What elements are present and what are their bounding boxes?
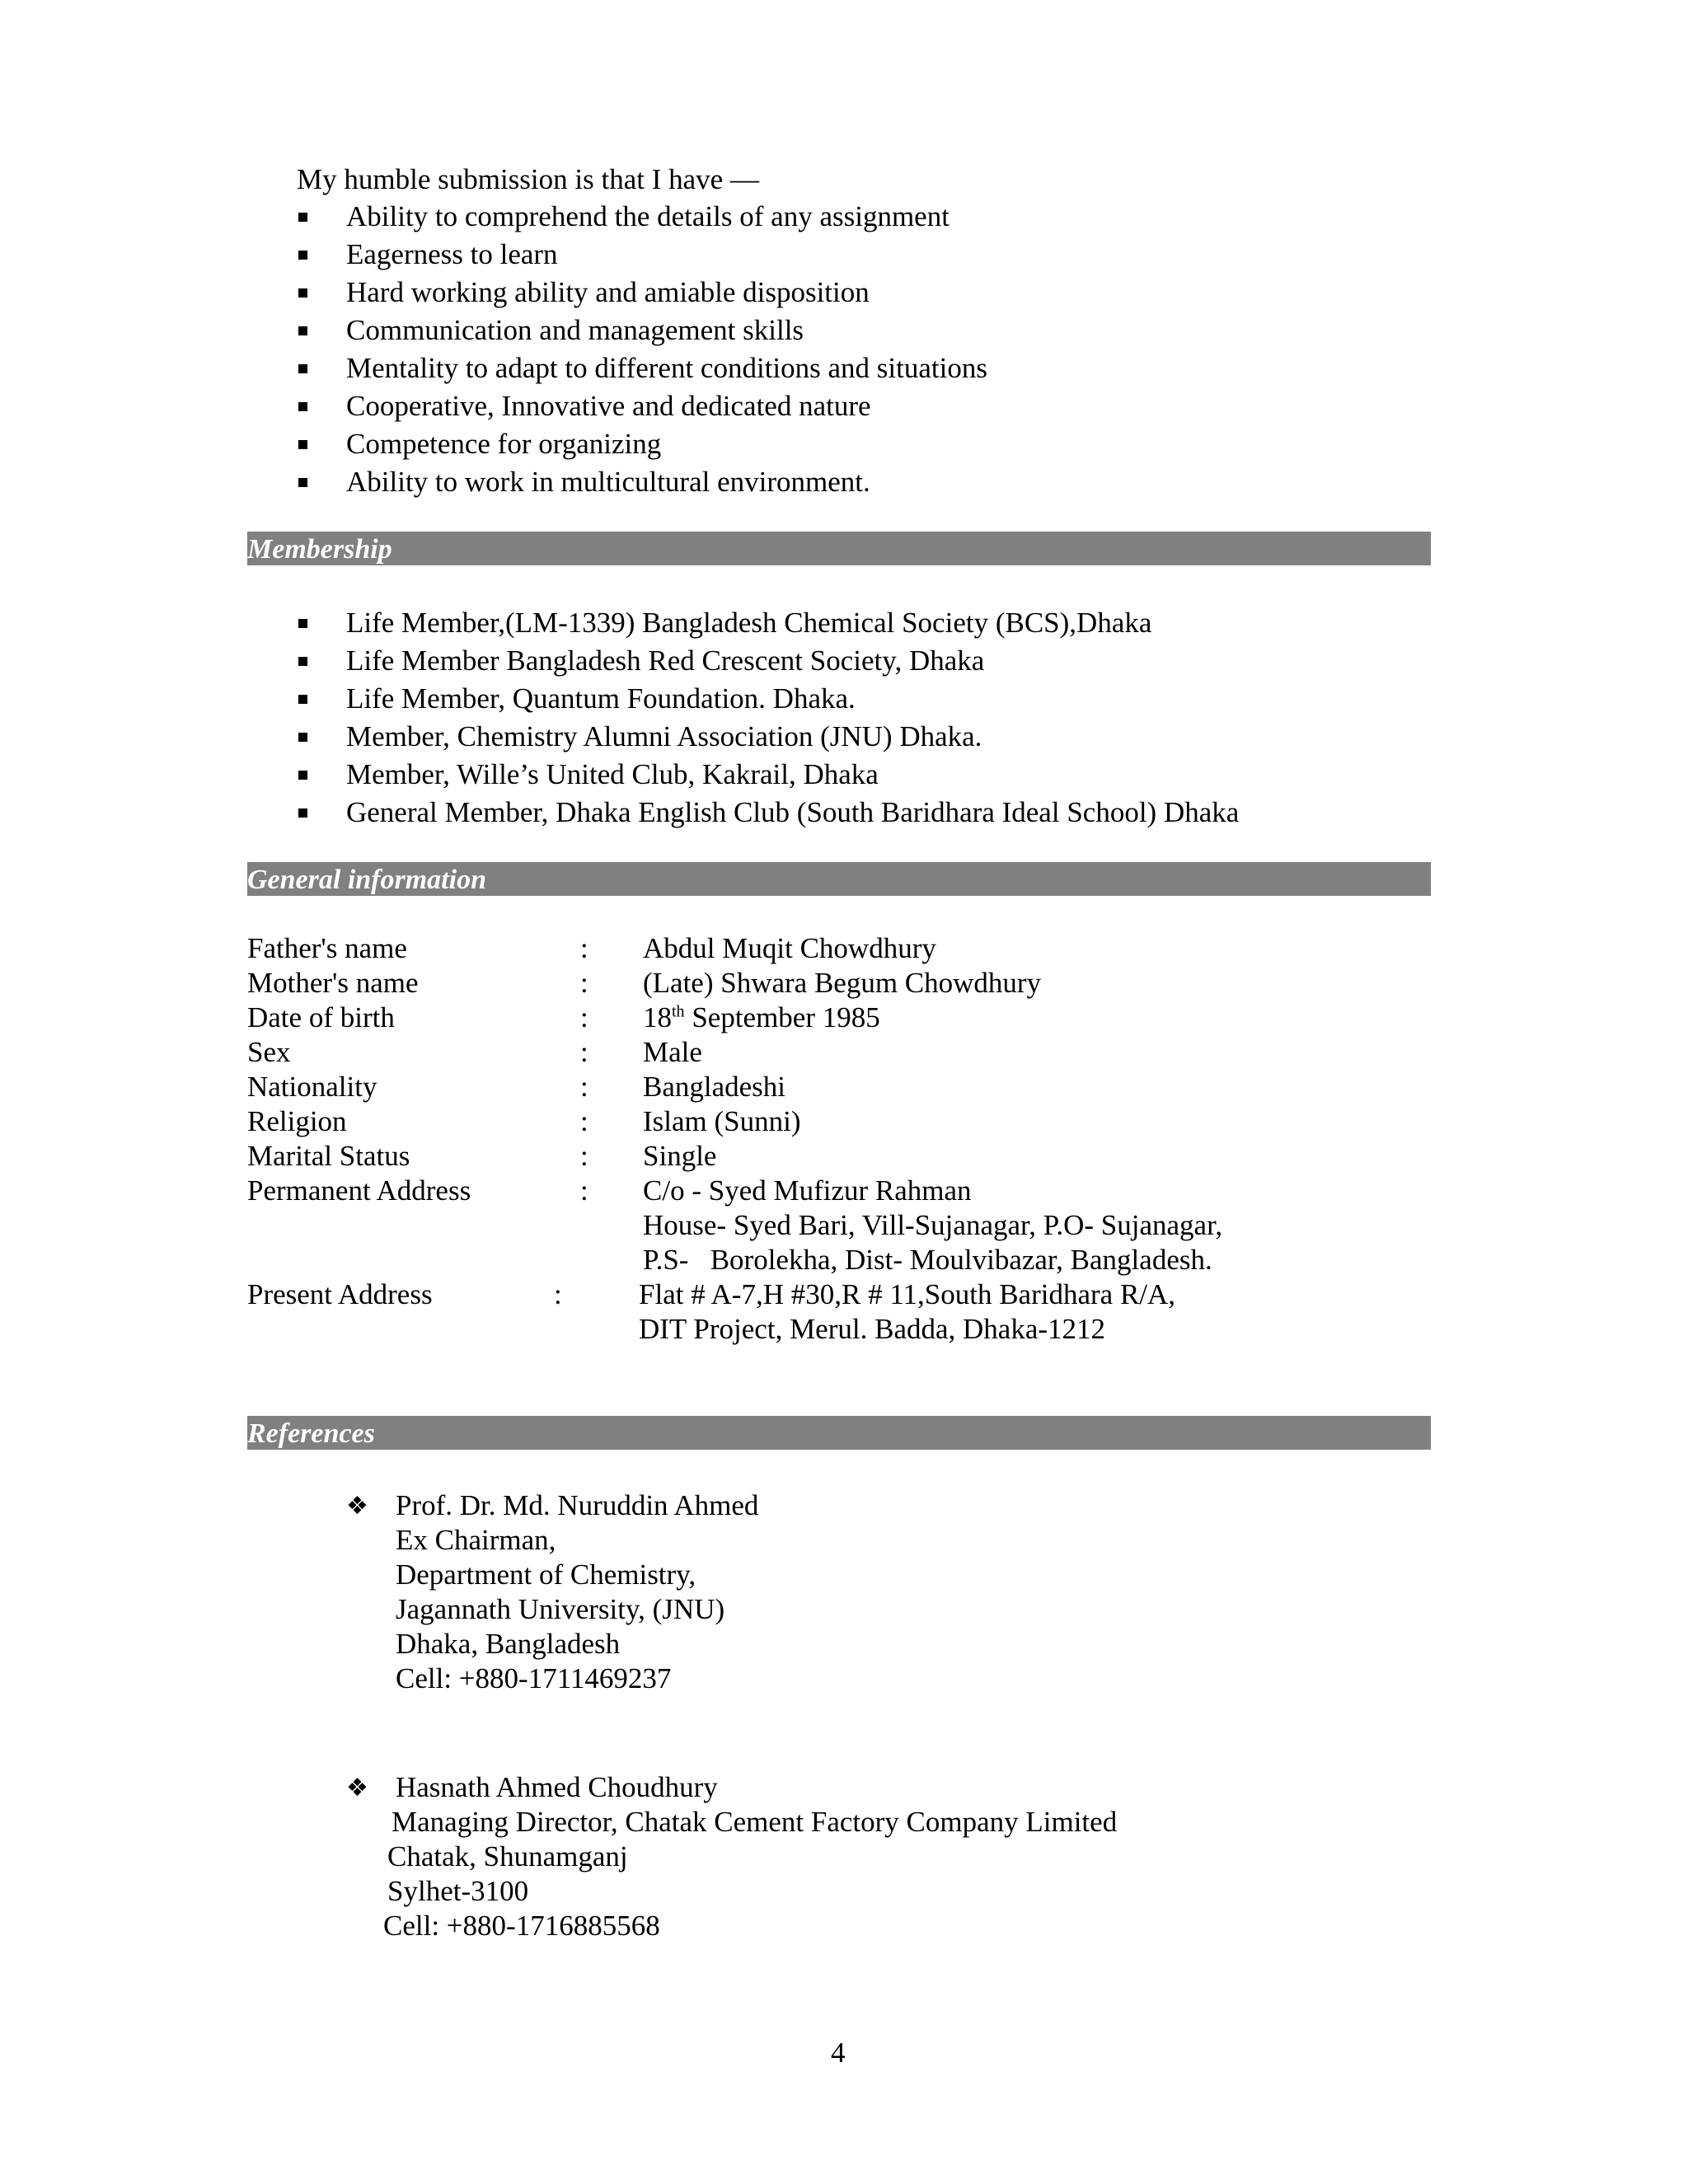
info-value [643, 1001, 880, 1035]
info-label: Marital Status [247, 1140, 410, 1172]
reference-name: Hasnath Ahmed Choudhury [396, 1771, 718, 1803]
square-bullet-icon [298, 326, 307, 335]
reference-line: Dhaka, Bangladesh [396, 1628, 621, 1660]
birth-month-year: September 1985 [684, 1001, 880, 1033]
info-label: Mother's name [247, 967, 419, 999]
square-bullet-icon [298, 619, 307, 628]
info-separator: : [580, 1105, 588, 1137]
square-bullet-icon [298, 402, 307, 411]
square-bullet-icon [298, 771, 307, 780]
info-separator: : [580, 1140, 588, 1172]
reference-line: Jagannath University, (JNU) [396, 1593, 725, 1625]
info-row-permanent-address-cont [0, 1208, 1688, 1243]
info-row-marital-status [0, 1139, 1688, 1174]
address-line: DIT Project, Merul. Badda, Dhaka-1212 [639, 1313, 1106, 1345]
reference-line: Chatak, Shunamganj [387, 1840, 628, 1872]
square-bullet-icon [298, 364, 307, 373]
birth-day: 18 [643, 1001, 672, 1033]
info-row-nationality [0, 1070, 1688, 1104]
diamond-bullet-icon: ❖ [346, 1492, 368, 1521]
intro-text: My humble submission is that I have — [297, 163, 759, 195]
info-value: Bangladeshi [643, 1071, 786, 1103]
info-separator: : [580, 1174, 588, 1207]
address-line: House- Syed Bari, Vill-Sujanagar, P.O- Sujanagar, [643, 1209, 1223, 1241]
info-label: Date of birth [247, 1001, 395, 1033]
info-row-date-of-birth [0, 1001, 1688, 1035]
references-section-header [247, 1416, 1431, 1450]
reference-line: Cell: +880-1711469237 [396, 1662, 672, 1694]
square-bullet-icon [298, 478, 307, 487]
general-information-section-header [247, 862, 1431, 896]
square-bullet-icon [298, 808, 307, 818]
info-value: Abdul Muqit Chowdhury [643, 932, 936, 964]
info-row-permanent-address-cont [0, 1243, 1688, 1277]
info-label: Sex [247, 1036, 291, 1068]
square-bullet-icon [298, 695, 307, 704]
square-bullet-icon [298, 288, 307, 298]
ordinal-suffix: th [672, 1002, 685, 1021]
square-bullet-icon [298, 251, 307, 260]
info-separator: : [554, 1278, 562, 1310]
info-row-present-address-cont [0, 1312, 1688, 1347]
info-label: Permanent Address [247, 1174, 471, 1207]
diamond-bullet-icon: ❖ [346, 1774, 368, 1802]
info-row-permanent-address [0, 1174, 1688, 1208]
reference-line: Cell: +880-1716885568 [383, 1910, 660, 1942]
reference-line: Ex Chairman, [396, 1524, 556, 1556]
info-label: Nationality [247, 1071, 377, 1103]
info-value: Single [643, 1140, 717, 1172]
info-value: Islam (Sunni) [643, 1105, 801, 1137]
address-line: C/o - Syed Mufizur Rahman [643, 1174, 972, 1207]
square-bullet-icon [298, 657, 307, 666]
info-value: Male [643, 1036, 702, 1068]
info-row-mothers-name [0, 966, 1688, 1001]
info-row-present-address [0, 1277, 1688, 1312]
reference-line: Managing Director, Chatak Cement Factory Company Limited [392, 1806, 1118, 1838]
info-label: Present Address [247, 1278, 433, 1310]
page-number: 4 [831, 2036, 846, 2069]
info-separator: : [580, 1071, 588, 1103]
membership-section-header [247, 532, 1431, 565]
section-title: General information [247, 865, 486, 895]
info-separator: : [580, 932, 588, 964]
square-bullet-icon [298, 733, 307, 742]
address-line: P.S- Borolekha, Dist- Moulvibazar, Bangladesh. [643, 1244, 1212, 1276]
section-title: Membership [247, 534, 392, 565]
info-label: Religion [247, 1105, 347, 1137]
info-row-religion [0, 1104, 1688, 1139]
info-row-sex [0, 1035, 1688, 1070]
reference-name: Prof. Dr. Md. Nuruddin Ahmed [396, 1489, 759, 1521]
section-title: References [247, 1418, 375, 1449]
info-label: Father's name [247, 932, 407, 964]
square-bullet-icon [298, 213, 307, 222]
info-value: (Late) Shwara Begum Chowdhury [643, 967, 1042, 999]
info-separator: : [580, 967, 588, 999]
info-separator: : [580, 1001, 588, 1033]
info-separator: : [580, 1036, 588, 1068]
reference-line: Sylhet-3100 [387, 1875, 529, 1907]
address-line: Flat # A-7,H #30,R # 11,South Baridhara R/A, [639, 1278, 1176, 1310]
reference-line: Department of Chemistry, [396, 1558, 696, 1591]
square-bullet-icon [298, 440, 307, 449]
info-row-fathers-name [0, 931, 1688, 966]
